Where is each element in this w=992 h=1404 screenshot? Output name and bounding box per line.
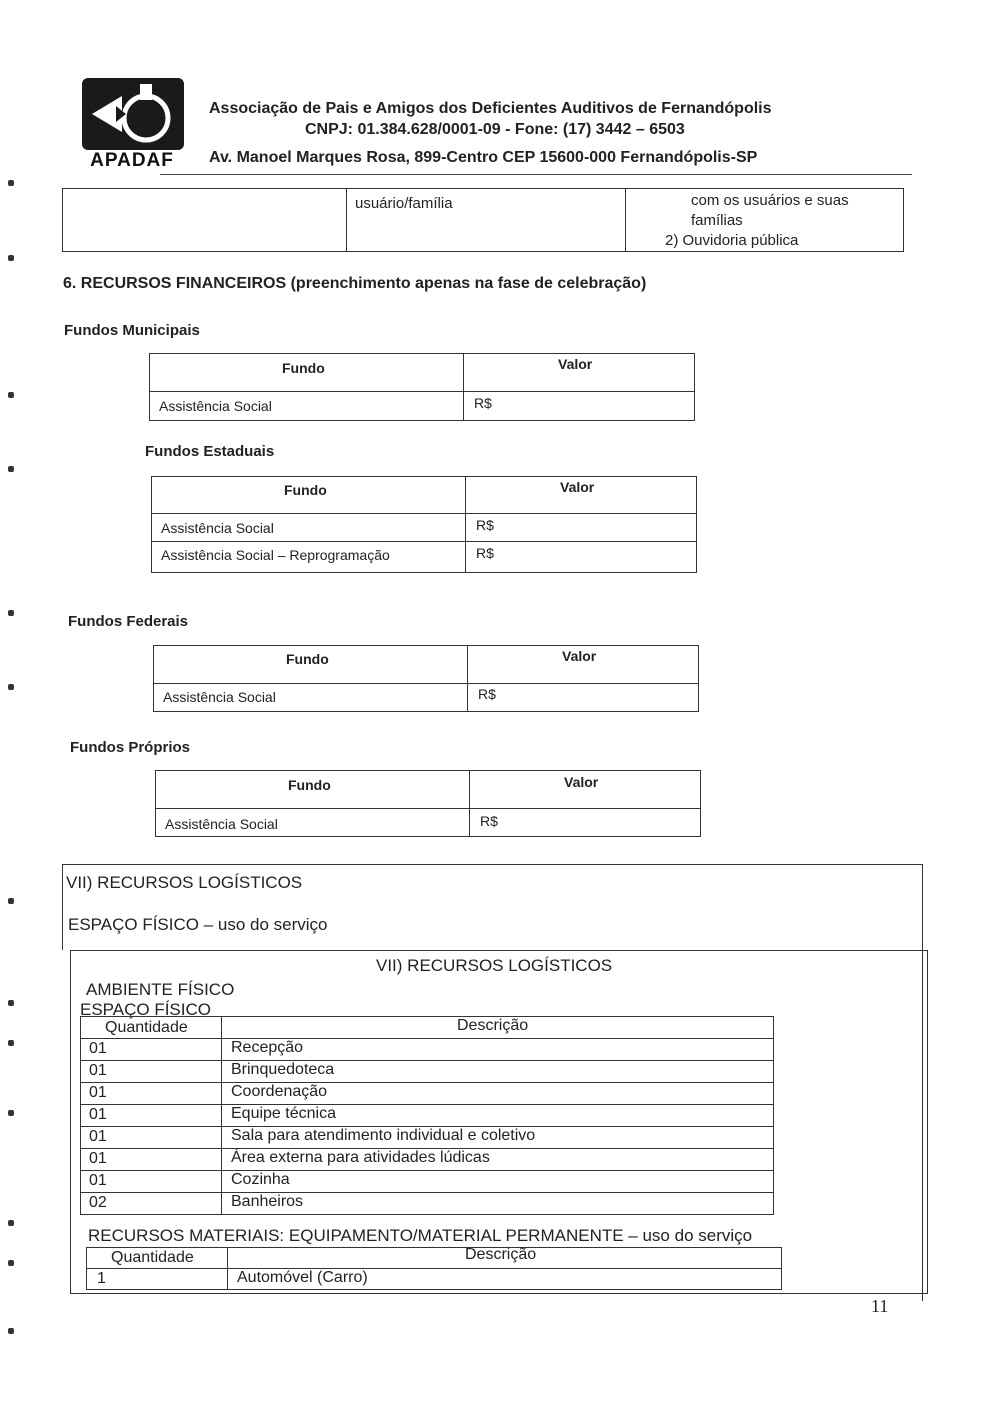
col-quantidade: Quantidade [111,1249,194,1266]
column-divider [221,1193,222,1214]
address: Av. Manoel Marques Rosa, 899-Centro CEP 15600-000 Fernandópolis-SP [209,149,758,166]
table-federais [153,645,699,712]
logistics-title-outer: VII) RECURSOS LOGÍSTICOS [66,873,303,892]
table-row [81,1148,773,1170]
column-divider [463,354,464,420]
cell-valor: R$ [474,395,492,411]
right-line-2: famílias [691,212,743,229]
col-descricao: Descrição [465,1246,537,1263]
cell-fundo: Assistência Social – Reprogramação [161,547,390,563]
col-valor: Valor [558,356,593,372]
column-divider [221,1171,222,1192]
column-divider [467,646,468,711]
header-row [150,354,694,392]
section-title: 6. RECURSOS FINANCEIROS (preenchimento apenas na fase de celebração) [63,275,647,292]
col-fundo: Fundo [284,482,327,498]
room-qtd: 01 [89,1040,107,1057]
right-line-3: 2) Ouvidoria pública [665,232,799,249]
cell-valor: R$ [478,686,496,702]
table-row [81,1082,773,1104]
column-divider [221,1149,222,1170]
right-line-1: com os usuários e suas [691,192,849,209]
table-row [81,1126,773,1148]
table-header-row [81,1017,773,1038]
cell-valor: R$ [476,545,494,561]
heading-estaduais: Fundos Estaduais [145,443,275,460]
column-divider [221,1105,222,1126]
room-qtd: 01 [89,1128,107,1145]
table-header-row [87,1248,781,1268]
row-divider [152,541,696,542]
column-divider [221,1083,222,1104]
room-qtd: 01 [89,1106,107,1123]
table-row [81,1104,773,1126]
col-valor: Valor [564,774,599,790]
room-desc: Banheiros [231,1193,304,1210]
logo-mark [82,78,184,150]
table-row [81,1170,773,1192]
column-divider [469,771,470,836]
room-desc: Brinquedoteca [231,1061,335,1078]
col-valor: Valor [562,648,597,664]
cell-fundo: Assistência Social [163,689,276,705]
room-desc: Área externa para atividades lúdicas [231,1149,490,1166]
material-desc: Automóvel (Carro) [237,1269,368,1286]
material-qtd: 1 [97,1270,106,1287]
table-row [81,1192,773,1214]
room-qtd: 01 [89,1062,107,1079]
header-divider [160,174,912,175]
table-proprios [155,770,701,837]
heading-proprios: Fundos Próprios [70,739,190,756]
col-fundo: Fundo [286,651,329,667]
room-qtd: 01 [89,1084,107,1101]
cell-fundo: Assistência Social [161,520,274,536]
room-qtd: 01 [89,1172,107,1189]
cnpj-phone: CNPJ: 01.384.628/0001-09 - Fone: (17) 3442 – 6503 [305,121,685,138]
column-divider [221,1127,222,1148]
column-divider [227,1248,228,1268]
right-cell [665,191,901,251]
cell-fundo: Assistência Social [165,816,278,832]
room-desc: Coordenação [231,1083,328,1100]
materials-table [86,1247,782,1290]
col-quantidade: Quantidade [105,1019,188,1036]
room-desc: Sala para atendimento individual e coletivo [231,1127,536,1144]
table-row [81,1038,773,1060]
room-qtd: 01 [89,1150,107,1167]
room-desc: Equipe técnica [231,1105,336,1122]
cell-valor: R$ [480,813,498,829]
org-name: Associação de Pais e Amigos dos Deficientes Auditivos de Fernandópolis [209,100,772,117]
header-row [152,477,696,514]
espaco-outer: ESPAÇO FÍSICO – uso do serviço [68,915,328,934]
room-qtd: 02 [89,1194,107,1211]
cell-fundo: Assistência Social [159,398,272,414]
col-valor: Valor [560,479,595,495]
col-fundo: Fundo [288,777,331,793]
materiais-title: RECURSOS MATERIAIS: EQUIPAMENTO/MATERIAL PERMANENTE – uso do serviço [88,1226,753,1245]
table-estaduais [151,476,697,573]
table-municipais [149,353,695,421]
header-row [156,771,700,809]
column-divider [465,477,466,572]
continued-table [62,188,904,252]
cell-valor: R$ [476,517,494,533]
table-row [81,1060,773,1082]
column-divider [221,1039,222,1060]
heading-municipais: Fundos Municipais [64,322,200,339]
heading-federais: Fundos Federais [68,613,189,630]
logo-text: APADAF [90,150,174,171]
header-row [154,646,698,684]
col-fundo: Fundo [282,360,325,376]
table-row [87,1268,781,1289]
column-divider [227,1269,228,1289]
logistics-left-edge [62,864,63,950]
espaco-inner-label: ESPAÇO FÍSICO [80,1000,211,1019]
middle-cell: usuário/família [355,195,453,212]
logistics-title-inner: VII) RECURSOS LOGÍSTICOS [376,956,613,975]
column-divider [221,1061,222,1082]
col-descricao: Descrição [457,1017,529,1034]
ambiente-label: AMBIENTE FÍSICO [86,980,235,999]
apadaf-logo [78,78,186,174]
room-desc: Cozinha [231,1171,290,1188]
page-number: 11 [871,1296,889,1316]
room-desc: Recepção [231,1039,304,1056]
column-divider [221,1017,222,1038]
rooms-table [80,1016,774,1215]
